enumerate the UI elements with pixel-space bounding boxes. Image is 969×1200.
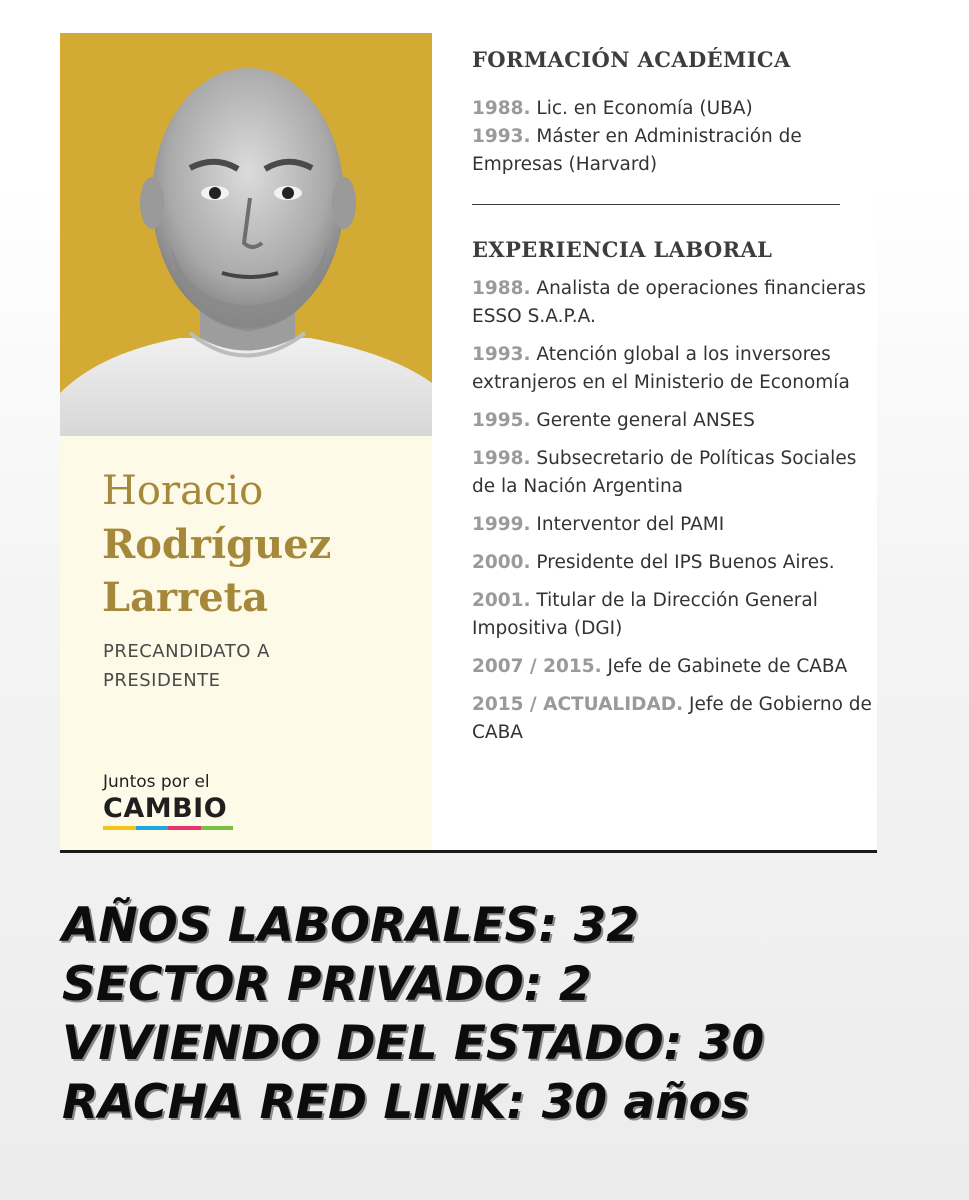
experience-year: 1999. — [472, 514, 531, 535]
profile-panel — [60, 33, 432, 851]
experience-list — [472, 275, 872, 747]
surname-2: Larreta — [102, 574, 269, 621]
experience-item — [472, 341, 872, 397]
experience-title: EXPERIENCIA LABORAL — [472, 237, 773, 262]
experience-item — [472, 511, 872, 539]
education-item — [472, 123, 872, 179]
experience-text: Analista de operaciones financieras ESSO S.A.P.A. — [472, 278, 866, 327]
education-item — [472, 95, 872, 123]
experience-year: 1993. — [472, 344, 531, 365]
education-text: Lic. en Economía (UBA) — [536, 98, 753, 119]
stat-line-working-years: AÑOS LABORALES: 32 — [62, 898, 640, 953]
experience-text: Jefe de Gobierno de CABA — [472, 694, 872, 743]
experience-year: 2001. — [472, 590, 531, 611]
experience-text: Interventor del PAMI — [536, 514, 725, 535]
experience-text: Presidente del IPS Buenos Aires. — [536, 552, 835, 573]
experience-text: Titular de la Dirección General Impositiva (DGI) — [472, 590, 818, 639]
experience-item — [472, 691, 872, 747]
experience-year: 1988. — [472, 278, 531, 299]
stripe-blue — [136, 826, 169, 830]
experience-year: 2007 / 2015. — [472, 656, 602, 677]
experience-text: Atención global a los inversores extranjeros en el Ministerio de Economía — [472, 344, 850, 393]
education-text: Máster en Administración de Empresas (Harvard) — [472, 126, 802, 175]
education-list — [472, 95, 872, 179]
experience-text: Gerente general ANSES — [536, 410, 755, 431]
experience-item — [472, 407, 872, 435]
section-divider — [472, 204, 840, 205]
stripe-pink — [168, 826, 201, 830]
stripe-yellow — [103, 826, 136, 830]
party-name-line1: Juntos por el — [103, 772, 210, 792]
stats-caption — [62, 896, 942, 1132]
party-logo — [103, 771, 233, 830]
first-name: Horacio — [102, 468, 264, 514]
experience-item — [472, 549, 872, 577]
portrait-photo — [60, 33, 432, 436]
experience-text: Subsecretario de Políticas Sociales de la Nación Argentina — [472, 448, 857, 497]
experience-year: 2015 / ACTUALIDAD. — [472, 694, 684, 715]
stat-line-state-years: VIVIENDO DEL ESTADO: 30 — [62, 1016, 765, 1071]
experience-year: 2000. — [472, 552, 531, 573]
experience-item — [472, 587, 872, 643]
experience-text: Jefe de Gabinete de CABA — [607, 656, 848, 677]
card-bottom-rule — [60, 850, 877, 853]
experience-item — [472, 445, 872, 501]
candidate-name — [102, 465, 331, 624]
candidate-role: PRECANDIDATO A PRESIDENTE — [103, 641, 270, 691]
stripe-green — [201, 826, 234, 830]
education-title: FORMACIÓN ACADÉMICA — [472, 47, 791, 72]
experience-item — [472, 275, 872, 331]
education-year: 1988. — [472, 98, 531, 119]
party-color-stripe — [103, 826, 233, 830]
experience-year: 1995. — [472, 410, 531, 431]
experience-year: 1998. — [472, 448, 531, 469]
stat-line-red-link: RACHA RED LINK: 30 años — [62, 1075, 749, 1130]
portrait-illustration — [60, 33, 432, 436]
surname-1: Rodríguez — [102, 521, 332, 568]
education-year: 1993. — [472, 126, 531, 147]
profile-card — [60, 33, 877, 851]
party-name-line2: CAMBIO — [103, 793, 228, 824]
stat-line-private-sector: SECTOR PRIVADO: 2 — [62, 957, 592, 1012]
experience-item — [472, 653, 872, 681]
